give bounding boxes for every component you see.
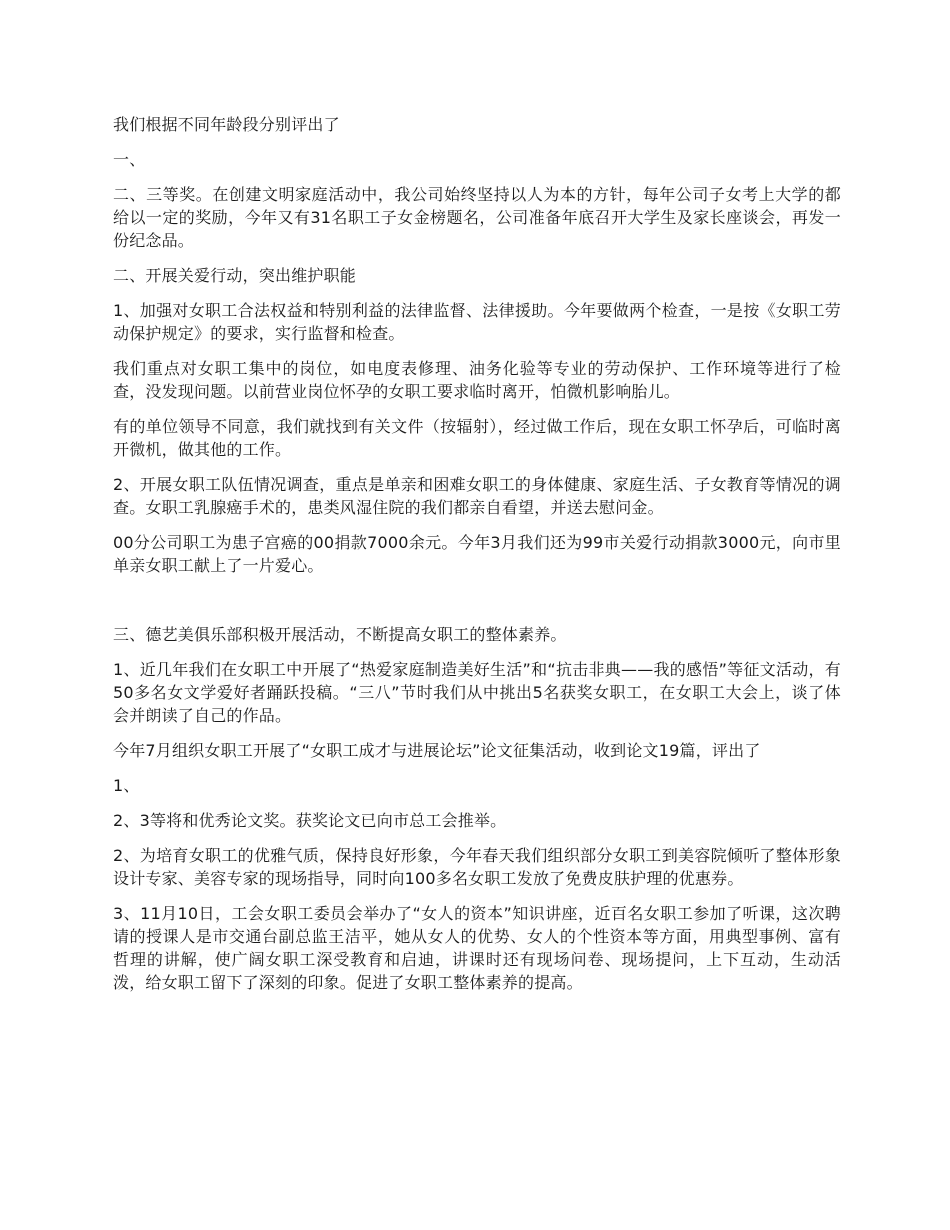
- paragraph-6: 我们重点对女职工集中的岗位，如电度表修理、油务化验等专业的劳动保护、工作环境等进行了检查，没发现问题。以前营业岗位怀孕的女职工要求临时离开，怕微机影响胎儿。: [113, 359, 841, 401]
- document-page: [113, 113, 841, 1006]
- paragraph-13: 1、: [113, 776, 140, 795]
- paragraph-7: 有的单位领导不同意，我们就找到有关文件（按辐射），经过做工作后，现在女职工怀孕后，可临时离开微机，做其他的工作。: [113, 417, 841, 459]
- paragraph-15: 2、为培育女职工的优雅气质，保持良好形象，今年春天我们组织部分女职工到美容院倾听了整体形象设计专家、美容专家的现场指导，同时向100多名女职工发放了免费皮肤护理的优惠券。: [113, 846, 841, 888]
- paragraph-11: 1、近几年我们在女职工中开展了“热爱家庭制造美好生活”和“抗击非典——我的感悟”等征文活动，有50多名女文学爱好者踊跃投稿。“三八”节时我们从中挑出5名获奖女职工，在女职工大会上，谈了体会并朗读了自己的作品。: [113, 660, 841, 725]
- paragraph-1: 我们根据不同年龄段分别评出了: [113, 115, 340, 134]
- section-heading-2: 二、开展关爱行动，突出维护职能: [113, 266, 357, 285]
- section-heading-3: 三、德艺美俱乐部积极开展活动，不断提高女职工的整体素养。: [113, 625, 567, 644]
- paragraph-9: 00分公司职工为患子宫癌的00捐款7000余元。今年3月我们还为99市关爱行动捐款3000元，向市里单亲女职工献上了一片爱心。: [113, 533, 841, 575]
- paragraph-5: 1、加强对女职工合法权益和特别利益的法律监督、法律援助。今年要做两个检查，一是按《女职工劳动保护规定》的要求，实行监督和检查。: [113, 301, 841, 343]
- paragraph-2: 一、: [113, 150, 146, 169]
- paragraph-8: 2、开展女职工队伍情况调查，重点是单亲和困难女职工的身体健康、家庭生活、子女教育等情况的调查。女职工乳腺癌手术的，患类风湿住院的我们都亲自看望，并送去慰问金。: [113, 475, 841, 517]
- paragraph-3: 二、三等奖。在创建文明家庭活动中，我公司始终坚持以人为本的方针，每年公司子女考上大学的都给以一定的奖励，今年又有31名职工子女金榜题名，公司准备年底召开大学生及家长座谈会，再发一份纪念品。: [113, 185, 841, 250]
- section-spacer: [113, 589, 841, 623]
- paragraph-12: 今年7月组织女职工开展了“女职工成才与进展论坛”论文征集活动，收到论文19篇，评出了: [113, 741, 761, 760]
- paragraph-16: 3、11月10日，工会女职工委员会举办了“女人的资本”知识讲座，近百名女职工参加了听课，这次聘请的授课人是市交通台副总监王洁平，她从女人的优势、女人的个性资本等方面，用典型事例、富有哲理的讲解，使广阔女职工深受教育和启迪，讲课时还有现场问卷、现场提问，上下互动，生动活泼，给女职工留下了深刻的印象。促进了女职工整体素养的提高。: [113, 904, 841, 992]
- paragraph-14: 2、3等将和优秀论文奖。获奖论文已向市总工会推举。: [113, 811, 507, 830]
